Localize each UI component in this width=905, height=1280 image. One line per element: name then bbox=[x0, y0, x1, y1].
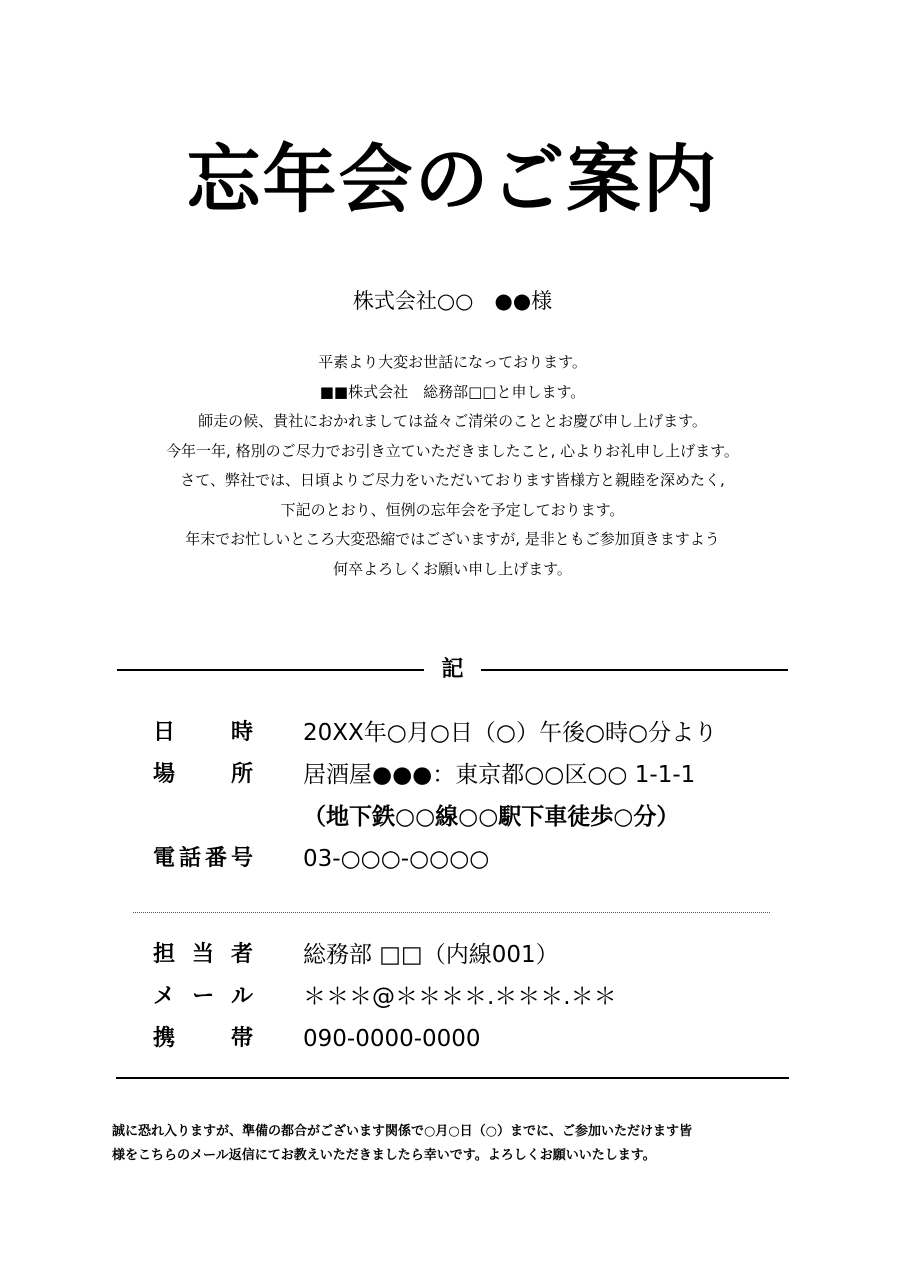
place-access: （地下鉄○○線○○駅下車徒歩○分） bbox=[303, 804, 680, 830]
place-label: 場所 bbox=[153, 762, 253, 787]
person-label: 担当者 bbox=[153, 942, 253, 967]
footer-line: 様をこちらのメール返信にてお教えいただきましたら幸いです。よろしくお願いいたします。 bbox=[112, 1148, 656, 1163]
ki-heading: 記 bbox=[441, 657, 464, 682]
dotted-divider bbox=[133, 912, 770, 913]
greeting-body bbox=[0, 348, 905, 584]
person-value: 総務部 □□（内線001） bbox=[303, 942, 559, 968]
recipient-name: 株式会社○○ ●●様 bbox=[352, 289, 553, 313]
body-line: さて、弊社では、日頃よりご尽力をいただいております皆様方と親睦を深めたく, bbox=[180, 471, 725, 489]
mail-value: ＊＊＊@＊＊＊＊.＊＊＊.＊＊ bbox=[303, 984, 617, 1010]
body-line: 今年一年, 格別のご尽力でお引き立ていただきましたこと, 心よりお礼申し上げます。 bbox=[166, 441, 739, 460]
bottom-divider bbox=[116, 1077, 789, 1079]
body-line: 何卒よろしくお願い申し上げます。 bbox=[333, 559, 572, 578]
ki-divider-right bbox=[481, 669, 788, 671]
phone-label: 電話番号 bbox=[153, 846, 253, 871]
mail-label: メール bbox=[153, 984, 253, 1009]
body-line: 平素より大変お世話になっております。 bbox=[318, 353, 587, 371]
body-line: 年末でお忙しいところ大変恐縮ではございますが, 是非ともご参加頂きますよう bbox=[185, 530, 720, 548]
body-line: 師走の候、貴社におかれましては益々ご清栄のこととお慶び申し上げます。 bbox=[198, 412, 707, 430]
document-title: 忘年会のご案内 bbox=[186, 137, 719, 223]
mobile-label: 携帯 bbox=[153, 1026, 253, 1051]
datetime-value: 20XX年○月○日（○）午後○時○分より bbox=[303, 720, 718, 746]
footer-note bbox=[112, 1120, 802, 1168]
ki-divider-left bbox=[117, 669, 424, 671]
place-value: 居酒屋●●●：東京都○○区○○ 1-1-1 bbox=[303, 762, 696, 788]
body-line: ■■株式会社 総務部□□と申します。 bbox=[319, 382, 586, 401]
body-line: 下記のとおり、恒例の忘年会を予定しております。 bbox=[280, 500, 625, 519]
footer-line: 誠に恐れ入りますが、準備の都合がございます関係で○月○日（○）までに、ご参加いただけます皆 bbox=[112, 1124, 693, 1139]
phone-value: 03-○○○-○○○○ bbox=[303, 846, 490, 872]
datetime-label: 日時 bbox=[153, 720, 253, 745]
mobile-value: 090-0000-0000 bbox=[303, 1026, 481, 1052]
